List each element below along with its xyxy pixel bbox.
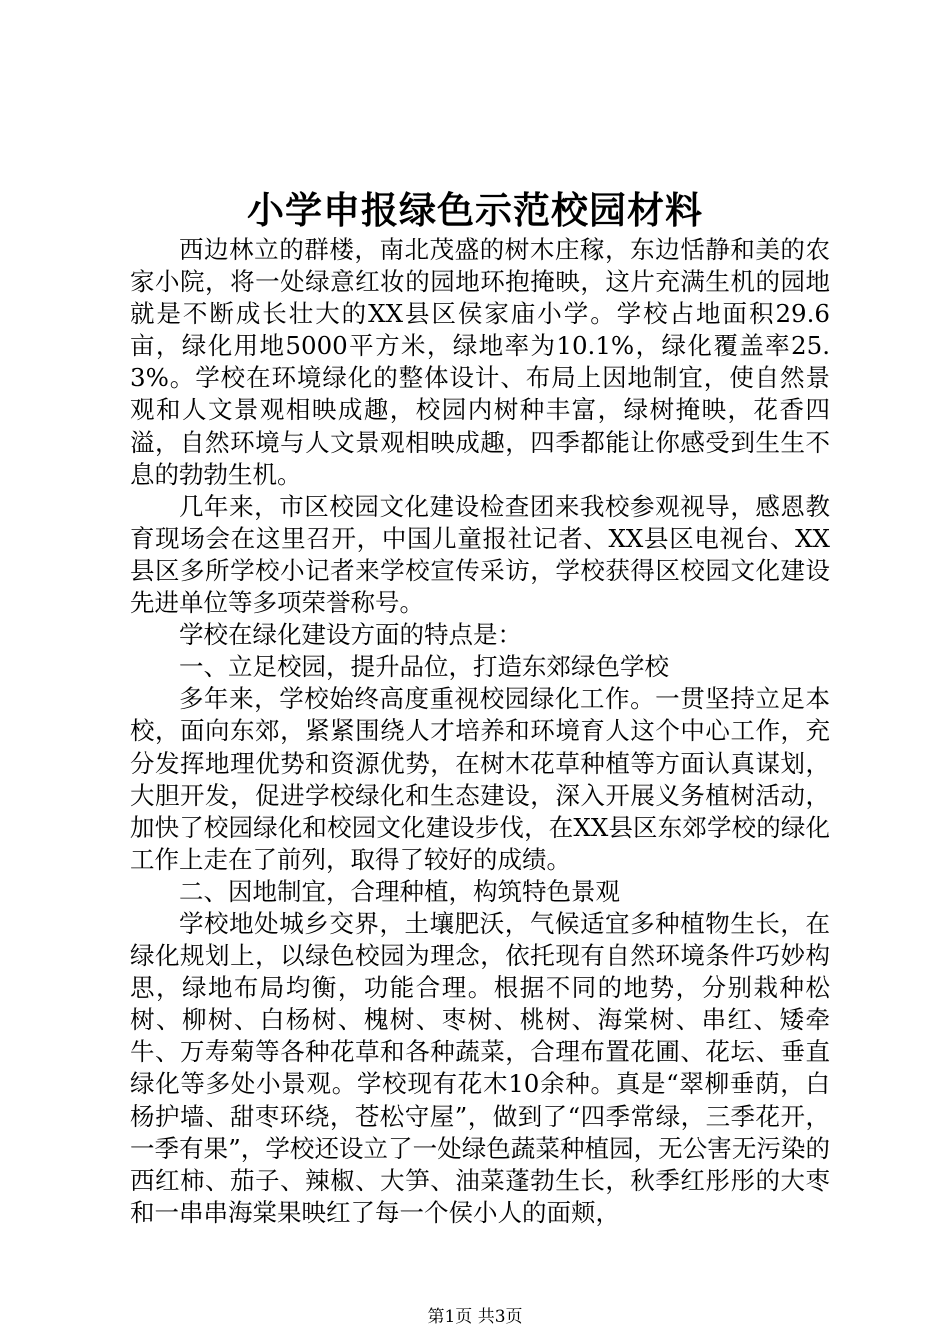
paragraph: 学校地处城乡交界，土壤肥沃，气候适宜多种植物生长，在绿化规划上，以绿色校园为理念，依托现有自然环境条件巧妙构思，绿地布局均衡，功能合理。根据不同的地势，分别栽种松树、柳树、白杨树、槐树、枣树、桃树、海棠树、串红、矮牵牛、万寿菊等各种花草和各种蔬菜，合理布置花圃、花坛、垂直绿化等多处小景观。学校现有花木10余种。真是“翠柳垂荫，白杨护墙、甜枣环绕，苍松守屋”，做到了“四季常绿，三季花开，一季有果”，学校还设立了一处绿色蔬菜种植园，无公害无污染的西红柿、茄子、辣椒、大笋、油菜蓬勃生长，秋季红彤彤的大枣和一串串海棠果映红了每一个侯小人的面颊， <box>130 908 830 1227</box>
section-heading: 二、因地制宜，合理种植，构筑特色景观 <box>179 876 620 906</box>
section-heading: 一、立足校园，提升品位，打造东郊绿色学校 <box>179 652 669 682</box>
paragraph: 几年来，市区校园文化建设检查团来我校参观视导，感恩教育现场会在这里召开，中国儿童报社记者、XX县区电视台、XX县区多所学校小记者来学校宣传采访，学校获得区校园文化建设先进单位等多项荣誉称号。 <box>130 491 830 618</box>
document-body <box>130 234 830 1229</box>
document-title: 小学申报绿色示范校园材料 <box>247 188 703 232</box>
paragraph: 西边林立的群楼，南北茂盛的树木庄稼，东边恬静和美的农家小院，将一处绿意红妆的园地环抱掩映，这片充满生机的园地就是不断成长壮大的XX县区侯家庙小学。学校占地面积29.6亩，绿化用地5000平方米，绿地率为10.1%，绿化覆盖率25.3%。学校在环境绿化的整体设计、布局上因地制宜，使自然景观和人文景观相映成趣，校园内树种丰富，绿树掩映，花香四溢，自然环境与人文景观相映成趣，四季都能让你感受到生生不息的勃勃生机。 <box>130 235 830 489</box>
page-footer: 第1页 共3页 <box>427 1307 523 1327</box>
paragraph: 多年来，学校始终高度重视校园绿化工作。一贯坚持立足本校，面向东郊，紧紧围绕人才培养和环境育人这个中心工作，充分发挥地理优势和资源优势，在树木花草种植等方面认真谋划，大胆开发，促进学校绿化和生态建设，深入开展义务植树活动，加快了校园绿化和校园文化建设步伐，在XX县区东郊学校的绿化工作上走在了前列，取得了较好的成绩。 <box>130 684 830 874</box>
paragraph: 学校在绿化建设方面的特点是： <box>179 620 522 650</box>
